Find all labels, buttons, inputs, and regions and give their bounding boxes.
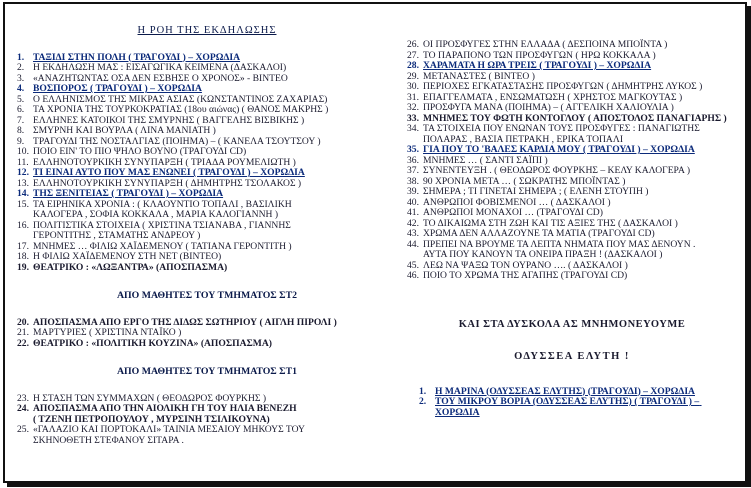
item-text: ΕΛΛΗΝΕΣ ΚΑΤΟΙΚΟΙ ΤΗΣ ΣΜΥΡΝΗΣ ( ΒΑΓΓΕΛΗΣ ΒΙΣΒΙΚΗΣ ) [33, 114, 305, 126]
item-text: ΑΝΘΡΩΠΟΙ ΦΟΒΙΣΜΕΝΟΙ … ( ΔΑΣΚΑΛΟΙ ) [423, 196, 611, 208]
item-number: 40. [407, 196, 419, 208]
item-text: ΤΙ ΕΙΝΑΙ ΑΥΤΟ ΠΟΥ ΜΑΣ ΕΝΩΝΕΙ ( ΤΡΑΓΟΥΔΙ ) – ΧΟΡΩΔΙΑ [33, 167, 305, 178]
item-text: ΤΑ ΕΙΡΗΝΙΚΑ ΧΡΟΝΙΑ : ( ΚΛΑΟΥΝΤΙΟ ΤΟΠΑΛΙ , ΒΑΣΙΛΙΚΗ ΚΑΛΟΓΕΡΑ , ΣΟΦΙΑ ΚΟΚΚΑΛΑ , ΜΑΡΙΑ ΚΑΛΟΓΙΑΝΝΗ ) [33, 198, 292, 220]
item-text: ΘΕΑΤΡΙΚΟ : «ΠΟΛΙΤΙΚΗ ΚΟΥΖΙΝΑ» (ΑΠΟΣΠΑΣΜΑ) [33, 337, 272, 349]
item-number: 39. [407, 186, 419, 197]
list-item [17, 263, 397, 274]
item-number: 4. [17, 83, 25, 94]
right-column [407, 4, 737, 418]
item-text: ΘΕΑΤΡΙΚΟ : «ΛΩΞΑΝΤΡΑ» (ΑΠΟΣΠΑΣΜΑ) [33, 261, 228, 273]
item-number: 30. [407, 81, 419, 92]
item-text: ΕΛΛΗΝΟΤΟΥΡΚΙΚΗ ΣΥΝΥΠΑΡΞΗ ( ΤΡΙΑΔΑ ΡΟΥΜΕΛΙΩΤΗ ) [33, 156, 296, 168]
item-text: ΜΑΡΤΥΡΙΕΣ ( ΧΡΙΣΤΙΝΑ ΝΤΑΪΚΟ ) [33, 327, 182, 338]
item-text: ΑΠΟΣΠΑΣΜΑ ΑΠΟ ΤΗΝ ΑΙΟΛΙΚΗ ΓΗ ΤΟΥ ΗΛΙΑ ΒΕΝΕΖΗ ( ΤΖΕΝΗ ΠΕΤΡΟΠΟΥΛΟΥ , ΜΥΡΣΙΝΗ ΤΣΙΛΙΚΟΥΝΑ) [33, 403, 297, 425]
item-text: ΤΟ ΠΑΡΑΠΟΝΟ ΤΩΝ ΠΡΟΣΦΥΓΩΝ ( ΗΡΩ ΚΟΚΚΑΛΑ ) [423, 49, 656, 61]
item-text: ΜΝΗΜΕΣ ΤΟΥ ΦΩΤΗ ΚΟΝΤΟΓΛΟΥ ( ΑΠΟΣΤΟΛΟΣ ΠΑΝΑΓΙΑΡΗΣ ) [423, 112, 727, 124]
item-number: 17. [17, 240, 29, 252]
item-number: 34. [407, 123, 419, 134]
item-number: 2. [419, 396, 427, 407]
list-item [17, 105, 397, 116]
item-number: 6. [17, 104, 25, 115]
item-number: 35. [407, 144, 419, 155]
item-number: 43. [407, 228, 419, 239]
item-number: 16. [17, 219, 29, 231]
item-text: ΤΑ ΣΤΟΙΧΕΙΑ ΠΟΥ ΕΝΩΝΑΝ ΤΟΥΣ ΠΡΟΣΦΥΓΕΣ : ΠΑΝΑΓΙΩΤΗΣ ΠΟΛΑΡΑΣ , ΒΑΣΙΑ ΠΕΤΡΑΚΗ , ΕΡΙΚΑ ΤΟΠΑΛΙ [423, 123, 700, 145]
list-item [17, 339, 397, 350]
item-text: ΧΡΩΜΑ ΔΕΝ ΑΛΛΑΖΟΥΝΕ ΤΑ ΜΑΤΙΑ (ΤΡΑΓΟΥΔΙ CD) [423, 228, 655, 239]
list-item [407, 40, 737, 51]
item-number: 2. [17, 62, 25, 73]
list-item [17, 425, 397, 446]
section-heading-st1: ΑΠΟ ΜΑΘΗΤΕΣ ΤΟΥ ΤΜΗΜΑΤΟΣ ΣΤ1 [116, 366, 298, 377]
item-number: 36. [407, 154, 419, 166]
item-number: 38. [407, 175, 419, 187]
list-item [407, 229, 737, 240]
item-text: Η ΜΑΡΙΝΑ (ΟΔΥΣΣΕΑΣ ΕΛΥΤΗΣ) (ΤΡΑΓΟΥΔΙ) – ΧΟΡΩΔΙΑ [435, 385, 695, 397]
item-text: ΜΕΤΑΝΑΣΤΕΣ ( ΒΙΝΤΕΟ ) [423, 70, 535, 82]
item-text: ΓΙΑ ΠΟΥ ΤΟ 'ΒΑΛΕΣ ΚΑΡΔΙΑ ΜΟΥ ( ΤΡΑΓΟΥΔΙ ) – ΧΟΡΩΔΙΑ [423, 144, 695, 155]
list-item [407, 166, 737, 177]
list-item [407, 82, 737, 93]
list-item [407, 103, 737, 114]
item-text: Ο ΕΛΛΗΝΙΣΜΟΣ ΤΗΣ ΜΙΚΡΑΣ ΑΣΙΑΣ (ΚΩΝΣΤΑΝΤΙΝΟΣ ΖΑΧΑΡΙΑΣ) [33, 93, 328, 105]
item-number: 11. [17, 156, 29, 168]
list-item [17, 147, 397, 158]
item-text: Η ΕΚΔΗΛΩΣΗ ΜΑΣ : ΕΙΣΑΓΩΓΙΚΑ ΚΕΙΜΕΝΑ (ΔΑΣΚΑΛΟΙ) [33, 62, 287, 73]
item-text: ΕΛΛΗΝΟΤΟΥΡΚΙΚΗ ΣΥΝΥΠΑΡΞΗ ( ΔΗΜΗΤΡΗΣ ΤΣΟΛΑΚΟΣ ) [33, 177, 302, 189]
item-text: ΤΑΞΙΔΙ ΣΤΗΝ ΠΟΛΗ ( ΤΡΑΓΟΥΔΙ ) – ΧΟΡΩΔΙΑ [33, 51, 241, 63]
item-text: Η ΦΙΛΙΩ ΧΑΪΔΕΜΕΝΟΥ ΣΤΗ ΝΕΤ (ΒΙΝΤΕΟ) [33, 251, 222, 262]
item-number: 32. [407, 102, 419, 113]
item-number: 1. [17, 51, 25, 63]
left-column [17, 4, 397, 446]
item-number: 26. [407, 39, 419, 50]
list-item [17, 221, 397, 242]
item-number: 22. [17, 337, 29, 349]
item-number: 41. [407, 207, 419, 218]
list-item [407, 240, 737, 261]
program-list-part-4 [407, 40, 737, 282]
item-text: ΤΟΥ ΜΙΚΡΟΥ ΒΟΡΙΑ (ΟΔΥΣΣΕΑΣ ΕΛΥΤΗΣ) ( ΤΡΑΓΟΥΔΙ ) – ΧΟΡΩΔΙΑ [435, 396, 702, 418]
section-heading-st2: ΑΠΟ ΜΑΘΗΤΕΣ ΤΟΥ ΤΜΗΜΑΤΟΣ ΣΤ2 [116, 290, 298, 301]
item-text: ΑΝΘΡΩΠΟΙ ΜΟΝΑΧΟΙ … (ΤΡΑΓΟΥΔΙ CD) [423, 207, 603, 218]
item-text: ΠΡΕΠΕΙ ΝΑ ΒΡΟΥΜΕ ΤΑ ΛΕΠΤΑ ΝΗΜΑΤΑ ΠΟΥ ΜΑΣ ΔΕΝΟΥΝ . ΑΥΤΑ ΠΟΥ ΚΑΝΟΥΝ ΤΑ ΟΝΕΙΡΑ ΠΡΑΞΗ ! (ΔΑΣΚΑΛΟΙ ) [423, 238, 696, 260]
list-item [17, 168, 397, 179]
item-text: ΕΠΑΓΓΕΛΜΑΤΑ , ΕΝΣΩΜΑΤΩΣΗ ( ΧΡΗΣΤΟΣ ΜΑΓΚΟΥΤΑΣ ) [423, 91, 683, 103]
item-number: 1. [419, 385, 427, 397]
item-number: 45. [407, 259, 419, 271]
item-text: Η ΣΤΑΣΗ ΤΩΝ ΣΥΜΜΑΧΩΝ ( ΘΕΟΔΩΡΟΣ ΦΟΥΡΚΗΣ ) [33, 392, 267, 404]
item-text: ΧΑΡΑΜΑΤΑ Η ΩΡΑ ΤΡΕΙΣ ( ΤΡΑΓΟΥΔΙ ) – ΧΟΡΩΔΙΑ [423, 60, 652, 71]
program-page [3, 2, 747, 483]
item-number: 19. [17, 261, 29, 273]
item-number: 33. [407, 112, 419, 124]
item-text: ΠΕΡΙΟΧΕΣ ΕΓΚΑΤΑΣΤΑΣΗΣ ΠΡΟΣΦΥΓΩΝ ( ΔΗΜΗΤΡΗΣ ΛΥΚΟΣ ) [423, 81, 703, 92]
item-number: 23. [17, 392, 29, 404]
item-text: ΠΡΟΣΦΥΓΑ ΜΑΝΑ (ΠΟΙΗΜΑ) – ( ΑΓΓΕΛΙΚΗ ΧΑΛΙΟΥΛΙΑ ) [423, 102, 674, 113]
item-text: ΤΑ ΧΡΟΝΙΑ ΤΗΣ ΤΟΥΡΚΟΚΡΑΤΙΑΣ (18ου αιώνας) ( ΘΑΝΟΣ ΜΑΚΡΗΣ ) [33, 104, 329, 115]
item-text: ΜΝΗΜΕΣ … ( ΣΑΝΤΙ ΣΑΪΠΙ ) [423, 154, 548, 166]
item-text: ΒΟΣΠΟΡΟΣ ( ΤΡΑΓΟΥΔΙ ) – ΧΟΡΩΔΙΑ [33, 83, 202, 94]
item-number: 24. [17, 403, 29, 414]
list-item [17, 84, 397, 95]
item-number: 10. [17, 146, 29, 157]
item-text: «ΑΝΑΖΗΤΩΝΤΑΣ ΟΣΑ ΔΕΝ ΕΣΒΗΣΕ Ο ΧΡΟΝΟΣ» - ΒΙΝΤΕΟ [33, 72, 288, 84]
item-text: ΠΟΙΟ ΕΙΝ' ΤΟ ΠΙΟ ΨΗΛΟ ΒΟΥΝΟ (ΤΡΑΓΟΥΔΙ CD) [33, 146, 247, 157]
item-text: ΠΟΙΟ ΤΟ ΧΡΩΜΑ ΤΗΣ ΑΓΑΠΗΣ (ΤΡΑΓΟΥΔΙ CD) [423, 270, 628, 281]
item-number: 28. [407, 60, 419, 71]
list-item [17, 404, 397, 425]
item-text: ΜΝΗΜΕΣ … ΦΙΛΙΩ ΧΑΪΔΕΜΕΝΟΥ ( ΤΑΤΙΑΝΑ ΓΕΡΟΝΤΙΤΗ ) [33, 240, 292, 252]
list-item [407, 61, 737, 72]
list-item [407, 145, 737, 156]
item-text: «ΓΑΛΑΖΙΟ ΚΑΙ ΠΟΡΤΟΚΑΛΙ» ΤΑΙΝΙΑ ΜΕΣΑΙΟΥ ΜΗΚΟΥΣ ΤΟΥ ΣΚΗΝΟΘΕΤΗ ΣΤΕΦΑΝΟΥ ΣΙΤΑΡΑ . [33, 424, 305, 446]
item-number: 8. [17, 125, 25, 136]
list-item [17, 63, 397, 74]
item-number: 25. [17, 424, 29, 435]
item-text: ΣΜΥΡΝΗ ΚΑΙ ΒΟΥΡΛΑ ( ΛΙΝΑ ΜΑΝΙΑΤΗ ) [33, 125, 216, 136]
program-list-part-3 [17, 394, 397, 447]
poet-name: ΟΔΥΣΣΕΑ ΕΛΥΤΗ ! [514, 351, 630, 362]
item-number: 21. [17, 327, 29, 338]
list-item [17, 328, 397, 339]
item-text: ΠΟΛΙΤΙΣΤΙΚΑ ΣΤΟΙΧΕΙΑ ( ΧΡΙΣΤΙΝΑ ΤΣΙΑΝΑΒΑ , ΓΙΑΝΝΗΣ ΓΕΡΟΝΤΙΤΗΣ , ΣΤΑΜΑΤΗΣ ΑΝΔΡΕΟΥ ) [33, 219, 291, 241]
list-item [17, 189, 397, 200]
item-number: 42. [407, 217, 419, 229]
item-number: 9. [17, 135, 25, 147]
list-item [17, 126, 397, 137]
item-text: ΤΡΑΓΟΥΔΙ ΤΗΣ ΝΟΣΤΑΛΓΙΑΣ (ΠΟΙΗΜΑ) – ( ΚΑΝΕΛΑ ΤΣΟΥΤΣΟΥ ) [33, 135, 321, 147]
list-item [419, 397, 737, 418]
item-text: ΛΕΩ ΝΑ ΨΑΞΩ ΤΟΝ ΟΥΡΑΝΟ …. ( ΔΑΣΚΑΛΟΙ ) [423, 259, 628, 271]
list-item [407, 271, 737, 282]
item-number: 46. [407, 270, 419, 281]
item-number: 14. [17, 188, 29, 199]
item-text: ΤΗΣ ΞΕΝΙΤΕΙΑΣ ( ΤΡΑΓΟΥΔΙ ) – ΧΟΡΩΔΙΑ [33, 188, 224, 199]
final-songs-list [407, 387, 737, 419]
item-text: ΣΥΝΕΝΤΕΥΞΗ . ( ΘΕΟΔΩΡΟΣ ΦΟΥΡΚΗΣ – ΚΕΛΥ ΚΑΛΟΓΕΡΑ ) [423, 165, 691, 176]
list-item [407, 187, 737, 198]
item-number: 31. [407, 91, 419, 103]
item-number: 5. [17, 93, 25, 105]
item-text: ΤΟ ΔΙΚΑΙΩΜΑ ΣΤΗ ΖΩΗ ΚΑΙ ΤΙΣ ΑΞΙΕΣ ΤΗΣ ( ΔΑΣΚΑΛΟΙ ) [423, 217, 678, 229]
list-item [17, 200, 397, 221]
item-number: 20. [17, 316, 29, 328]
item-number: 12. [17, 167, 29, 178]
page-title: Η ΡΟΗ ΤΗΣ ΕΚΔΗΛΩΣΗΣ [137, 25, 277, 36]
item-text: ΑΠΟΣΠΑΣΜΑ ΑΠΟ ΕΡΓΟ ΤΗΣ ΔΙΔΩΣ ΣΩΤΗΡΙΟΥ ( ΑΙΓΛΗ ΠΙΡΟΛΙ ) [33, 316, 337, 328]
item-number: 18. [17, 251, 29, 262]
item-text: 90 ΧΡΟΝΙΑ ΜΕΤΑ … ( ΣΩΚΡΑΤΗΣ ΜΠΟΪΝΤΑΣ ) [423, 175, 626, 187]
closing-line: ΚΑΙ ΣΤΑ ΔΥΣΚΟΛΑ ΑΣ ΜΝΗΜΟΝΕΥΟΥΜΕ [458, 318, 686, 330]
item-number: 29. [407, 70, 419, 82]
item-text: ΟΙ ΠΡΟΣΦΥΓΕΣ ΣΤΗΝ ΕΛΛΑΔΑ ( ΔΕΣΠΟΙΝΑ ΜΠΟΪΝΤΑ ) [423, 39, 668, 50]
program-list-part-2 [17, 318, 397, 350]
list-item [407, 124, 737, 145]
item-number: 15. [17, 198, 29, 210]
list-item [407, 208, 737, 219]
item-number: 13. [17, 177, 29, 189]
list-item [17, 252, 397, 263]
item-number: 7. [17, 114, 25, 126]
program-list-part-1 [17, 53, 397, 274]
item-number: 37. [407, 165, 419, 176]
item-number: 44. [407, 238, 419, 250]
item-number: 27. [407, 49, 419, 61]
item-text: ΣΗΜΕΡΑ ; ΤΙ ΓΙΝΕΤΑΙ ΣΗΜΕΡΑ ; ( ΕΛΕΝΗ ΣΤΟΥΠΗ ) [423, 186, 649, 197]
item-number: 3. [17, 72, 25, 84]
